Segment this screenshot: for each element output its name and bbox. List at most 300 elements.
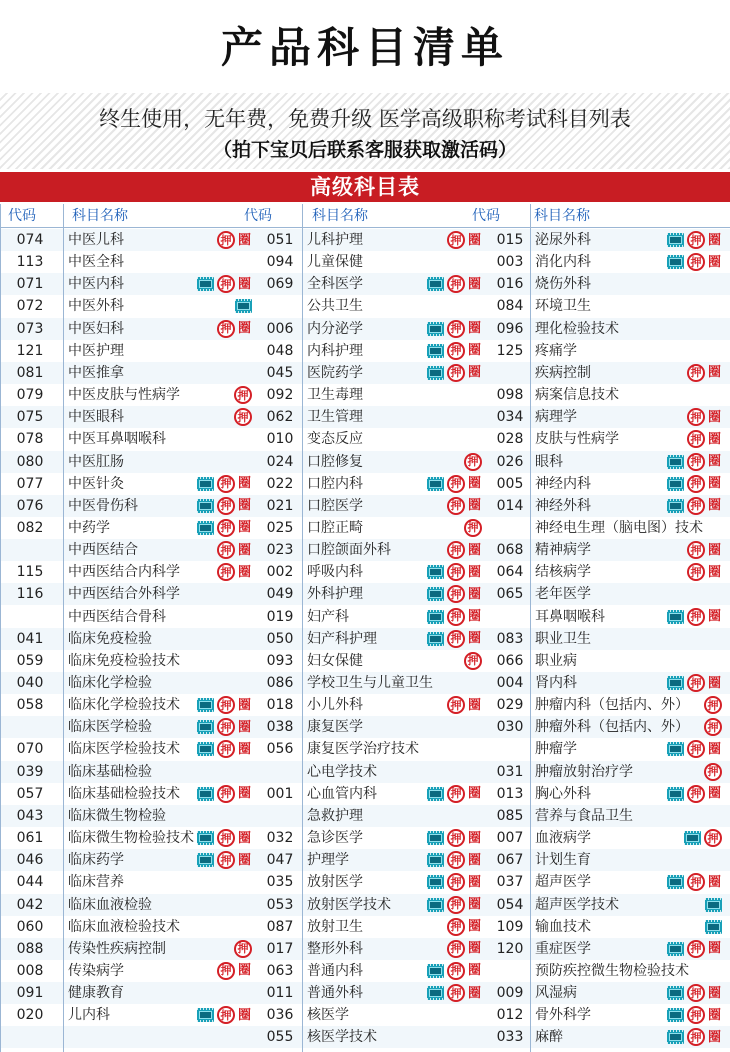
quan-mark-icon: 圈 <box>468 586 482 602</box>
ya-stamp-icon: 押 <box>217 320 235 338</box>
ya-stamp-icon: 押 <box>687 1006 705 1024</box>
subject-name: 普通内科 <box>307 962 363 979</box>
subject-name: 神经内科 <box>535 475 591 492</box>
subject-name: 整形外科 <box>307 940 363 957</box>
ya-stamp-icon: 押 <box>447 475 465 493</box>
subject-code: 046 <box>16 852 44 869</box>
table-banner: 高级科目表 <box>0 172 730 202</box>
subject-code: 084 <box>496 298 524 315</box>
subject-code: 066 <box>496 652 524 669</box>
subject-name: 健康教育 <box>68 985 124 1002</box>
video-course-icon <box>427 964 444 978</box>
subject-name: 骨外科学 <box>535 1007 591 1024</box>
subject-name: 风湿病 <box>535 985 577 1002</box>
subject-name: 神经外科 <box>535 497 591 514</box>
subject-name: 急救护理 <box>307 807 363 824</box>
ya-stamp-icon: 押 <box>447 608 465 626</box>
subject-name: 妇产科 <box>307 608 349 625</box>
video-course-icon <box>684 831 701 845</box>
subject-code: 037 <box>496 874 524 891</box>
feature-icons <box>427 871 481 893</box>
feature-icons <box>667 451 721 473</box>
feature-icons <box>234 406 252 428</box>
subject-name: 输血技术 <box>535 918 591 935</box>
ya-stamp-icon: 押 <box>704 718 722 736</box>
subject-name: 泌尿外科 <box>535 232 591 248</box>
subject-name: 中医针灸 <box>68 475 124 492</box>
video-course-icon <box>667 455 684 469</box>
video-course-icon <box>427 875 444 889</box>
subject-name: 内科护理 <box>307 342 363 359</box>
subject-name: 麻醉 <box>535 1029 563 1046</box>
subject-name: 临床微生物检验技术 <box>68 830 194 847</box>
subject-name: 中西医结合骨科 <box>68 608 166 625</box>
feature-icons <box>197 827 251 849</box>
feature-icons <box>234 384 252 406</box>
feature-icons <box>687 539 721 561</box>
ya-stamp-icon: 押 <box>217 519 235 537</box>
video-course-icon <box>667 233 684 247</box>
feature-icons <box>667 938 721 960</box>
video-course-icon <box>667 742 684 756</box>
subject-code: 065 <box>496 586 524 603</box>
feature-icons <box>705 916 722 938</box>
subject-name: 精神病学 <box>535 542 591 559</box>
subject-code: 035 <box>266 874 294 891</box>
subject-code: 121 <box>16 342 44 359</box>
subject-code: 008 <box>16 962 44 979</box>
video-course-icon <box>427 587 444 601</box>
feature-icons <box>447 694 481 716</box>
subject-code: 012 <box>496 1007 524 1024</box>
subject-name: 口腔修复 <box>307 453 363 470</box>
quan-mark-icon: 圈 <box>238 963 252 979</box>
ya-stamp-icon: 押 <box>447 585 465 603</box>
subject-name: 中西医结合内科学 <box>68 564 180 581</box>
ya-stamp-icon: 押 <box>217 740 235 758</box>
subject-name: 血液病学 <box>535 830 591 847</box>
column-divider <box>63 204 64 1052</box>
subject-code: 041 <box>16 630 44 647</box>
quan-mark-icon: 圈 <box>708 431 722 447</box>
quan-mark-icon: 圈 <box>468 697 482 713</box>
feature-icons <box>687 362 721 384</box>
quan-mark-icon: 圈 <box>468 276 482 292</box>
subject-code: 064 <box>496 564 524 581</box>
ya-stamp-icon: 押 <box>217 718 235 736</box>
quan-mark-icon: 圈 <box>708 409 722 425</box>
subject-code: 049 <box>266 586 294 603</box>
ya-stamp-icon: 押 <box>217 231 235 249</box>
subject-name: 放射卫生 <box>307 918 363 935</box>
subject-code: 042 <box>16 896 44 913</box>
feature-icons <box>667 473 721 495</box>
feature-icons <box>427 362 481 384</box>
subject-name: 临床免疫检验 <box>68 630 152 647</box>
column-header-code: 代码 <box>472 208 500 224</box>
ya-stamp-icon: 押 <box>217 475 235 493</box>
ya-stamp-icon: 押 <box>704 696 722 714</box>
quan-mark-icon: 圈 <box>468 963 482 979</box>
feature-icons <box>217 318 251 340</box>
feature-icons <box>427 273 481 295</box>
subject-code: 023 <box>266 542 294 559</box>
subject-code: 026 <box>496 453 524 470</box>
subject-code: 079 <box>16 387 44 404</box>
subject-name: 临床药学 <box>68 852 124 869</box>
quan-mark-icon: 圈 <box>468 852 482 868</box>
feature-icons <box>217 229 251 251</box>
ya-stamp-icon: 押 <box>687 231 705 249</box>
ya-stamp-icon: 押 <box>687 453 705 471</box>
subject-name: 预防疾控微生物检验技术 <box>535 962 689 979</box>
subject-code: 083 <box>496 630 524 647</box>
quan-mark-icon: 圈 <box>238 476 252 492</box>
feature-icons <box>687 428 721 450</box>
subject-name: 消化内科 <box>535 254 591 271</box>
quan-mark-icon: 圈 <box>238 852 252 868</box>
subject-code: 036 <box>266 1007 294 1024</box>
subject-code: 067 <box>496 852 524 869</box>
video-course-icon <box>427 322 444 336</box>
subject-name: 职业卫生 <box>535 630 591 647</box>
video-course-icon <box>427 366 444 380</box>
feature-icons <box>427 340 481 362</box>
video-course-icon <box>235 299 252 313</box>
feature-icons <box>704 761 722 783</box>
quan-mark-icon: 圈 <box>238 321 252 337</box>
quan-mark-icon: 圈 <box>468 985 482 1001</box>
quan-mark-icon: 圈 <box>468 498 482 514</box>
quan-mark-icon: 圈 <box>468 564 482 580</box>
subject-code: 055 <box>266 1029 294 1046</box>
subject-name: 康复医学治疗技术 <box>307 741 419 758</box>
quan-mark-icon: 圈 <box>468 631 482 647</box>
video-course-icon <box>427 610 444 624</box>
quan-mark-icon: 圈 <box>708 1029 722 1045</box>
ya-stamp-icon: 押 <box>687 364 705 382</box>
ya-stamp-icon: 押 <box>687 430 705 448</box>
ya-stamp-icon: 押 <box>687 1028 705 1046</box>
subject-code: 032 <box>266 830 294 847</box>
video-course-icon <box>197 853 214 867</box>
feature-icons <box>447 229 481 251</box>
ya-stamp-icon: 押 <box>687 785 705 803</box>
subject-code: 010 <box>266 431 294 448</box>
subject-name: 变态反应 <box>307 431 363 448</box>
subject-name: 临床化学检验 <box>68 675 152 691</box>
subject-code: 025 <box>266 519 294 536</box>
subject-name: 中医推拿 <box>68 364 124 381</box>
subject-name: 急诊医学 <box>307 830 363 847</box>
video-course-icon <box>197 742 214 756</box>
feature-icons <box>687 561 721 583</box>
subject-name: 心血管内科 <box>307 785 377 802</box>
subject-name: 儿童保健 <box>307 254 363 271</box>
column-header-name: 科目名称 <box>534 208 590 224</box>
subject-name: 公共卫生 <box>307 298 363 315</box>
subject-code: 060 <box>16 918 44 935</box>
ya-stamp-icon: 押 <box>704 829 722 847</box>
subject-code: 050 <box>266 630 294 647</box>
ya-stamp-icon: 押 <box>447 320 465 338</box>
subject-code: 044 <box>16 874 44 891</box>
ya-stamp-icon: 押 <box>447 962 465 980</box>
subject-code: 063 <box>266 962 294 979</box>
video-course-icon <box>667 1008 684 1022</box>
subject-code: 073 <box>16 320 44 337</box>
video-course-icon <box>427 344 444 358</box>
subject-name: 中医耳鼻咽喉科 <box>68 431 166 448</box>
subject-name: 中医外科 <box>68 298 124 315</box>
subject-code: 058 <box>16 697 44 714</box>
subject-name: 医院药学 <box>307 364 363 381</box>
feature-icons <box>427 628 481 650</box>
ya-stamp-icon: 押 <box>687 940 705 958</box>
subject-code: 015 <box>496 232 524 248</box>
subject-name: 肿瘤内科（包括内、外） <box>535 697 689 714</box>
subject-code: 030 <box>496 719 524 736</box>
subject-code: 006 <box>266 320 294 337</box>
video-course-icon <box>197 477 214 491</box>
quan-mark-icon: 圈 <box>238 276 252 292</box>
subject-code: 040 <box>16 675 44 691</box>
subject-name: 肿瘤学 <box>535 741 577 758</box>
quan-mark-icon: 圈 <box>468 874 482 890</box>
subject-code: 039 <box>16 763 44 780</box>
video-course-icon <box>427 898 444 912</box>
subject-name: 中医眼科 <box>68 409 124 426</box>
ya-stamp-icon: 押 <box>217 851 235 869</box>
feature-icons <box>217 539 251 561</box>
subject-code: 085 <box>496 807 524 824</box>
ya-stamp-icon: 押 <box>217 696 235 714</box>
feature-icons <box>667 982 721 1004</box>
subject-code: 075 <box>16 409 44 426</box>
subject-name: 神经电生理（脑电图）技术 <box>535 519 703 536</box>
quan-mark-icon: 圈 <box>708 1007 722 1023</box>
subject-code: 045 <box>266 364 294 381</box>
feature-icons <box>427 318 481 340</box>
ya-stamp-icon: 押 <box>464 519 482 537</box>
subject-name: 疼痛学 <box>535 342 577 359</box>
quan-mark-icon: 圈 <box>708 786 722 802</box>
quan-mark-icon: 圈 <box>468 609 482 625</box>
column-header-code: 代码 <box>8 208 36 224</box>
video-course-icon <box>197 277 214 291</box>
quan-mark-icon: 圈 <box>708 365 722 381</box>
subject-code: 001 <box>266 785 294 802</box>
feature-icons <box>667 606 721 628</box>
video-course-icon <box>197 499 214 513</box>
subject-code: 004 <box>496 675 524 691</box>
quan-mark-icon: 圈 <box>708 454 722 469</box>
subject-code: 116 <box>16 586 44 603</box>
subject-code: 043 <box>16 807 44 824</box>
subtitle-line-1: 终生使用，无年费，免费升级 医学高级职称考试科目列表 <box>99 107 631 131</box>
ya-stamp-icon: 押 <box>217 563 235 581</box>
video-course-icon <box>667 676 684 690</box>
subject-code: 088 <box>16 940 44 957</box>
ya-stamp-icon: 押 <box>447 231 465 249</box>
subject-name: 传染性疾病控制 <box>68 940 166 957</box>
ya-stamp-icon: 押 <box>687 408 705 426</box>
subject-code: 080 <box>16 453 44 470</box>
subject-name: 临床微生物检验 <box>68 807 166 824</box>
quan-mark-icon: 圈 <box>468 542 482 558</box>
quan-mark-icon: 圈 <box>708 254 722 270</box>
ya-stamp-icon: 押 <box>447 896 465 914</box>
subject-code: 053 <box>266 896 294 913</box>
feature-icons <box>447 916 481 938</box>
subject-name: 临床营养 <box>68 874 124 891</box>
subject-code: 071 <box>16 276 44 293</box>
ya-stamp-icon: 押 <box>234 386 252 404</box>
ya-stamp-icon: 押 <box>687 984 705 1002</box>
subject-name: 中西医结合 <box>68 542 138 559</box>
subject-code: 029 <box>496 697 524 714</box>
ya-stamp-icon: 押 <box>217 962 235 980</box>
quan-mark-icon: 圈 <box>708 232 722 248</box>
feature-icons <box>464 451 482 473</box>
subject-name: 临床医学检验 <box>68 719 152 736</box>
feature-icons <box>234 938 252 960</box>
subject-code: 031 <box>496 763 524 780</box>
quan-mark-icon: 圈 <box>468 786 482 802</box>
feature-icons <box>427 849 481 871</box>
ya-stamp-icon: 押 <box>447 630 465 648</box>
subject-name: 护理学 <box>307 852 349 869</box>
video-course-icon <box>197 787 214 801</box>
subject-code: 005 <box>496 475 524 492</box>
subject-name: 中药学 <box>68 519 110 536</box>
subject-name: 口腔医学 <box>307 497 363 514</box>
video-course-icon <box>197 521 214 535</box>
subject-name: 营养与食品卫生 <box>535 807 633 824</box>
subject-name: 肾内科 <box>535 675 577 691</box>
ya-stamp-icon: 押 <box>687 608 705 626</box>
subject-code: 069 <box>266 276 294 293</box>
video-course-icon <box>667 986 684 1000</box>
subject-code: 017 <box>266 940 294 957</box>
quan-mark-icon: 圈 <box>238 498 252 514</box>
subject-code: 024 <box>266 453 294 470</box>
feature-icons <box>667 251 721 273</box>
ya-stamp-icon: 押 <box>217 1006 235 1024</box>
feature-icons <box>447 539 481 561</box>
ya-stamp-icon: 押 <box>447 940 465 958</box>
subject-name: 中医全科 <box>68 254 124 271</box>
subject-name: 临床化学检验技术 <box>68 697 180 714</box>
ya-stamp-icon: 押 <box>704 763 722 781</box>
subject-name: 呼吸内科 <box>307 564 363 581</box>
subject-code: 072 <box>16 298 44 315</box>
subject-name: 核医学 <box>307 1007 349 1024</box>
quan-mark-icon: 圈 <box>708 564 722 580</box>
quan-mark-icon: 圈 <box>468 365 482 381</box>
ya-stamp-icon: 押 <box>687 497 705 515</box>
feature-icons <box>667 783 721 805</box>
quan-mark-icon: 圈 <box>468 476 482 492</box>
feature-icons <box>197 716 251 738</box>
ya-stamp-icon: 押 <box>464 652 482 670</box>
ya-stamp-icon: 押 <box>447 342 465 360</box>
subject-code: 070 <box>16 741 44 758</box>
video-course-icon <box>197 698 214 712</box>
subject-name: 耳鼻咽喉科 <box>535 608 605 625</box>
subject-name: 临床血液检验技术 <box>68 918 180 935</box>
column-divider <box>302 204 303 1052</box>
subject-name: 中医儿科 <box>68 232 124 248</box>
subject-name: 病案信息技术 <box>535 387 619 404</box>
subject-name: 心电学技术 <box>307 763 377 780</box>
subject-code: 047 <box>266 852 294 869</box>
subject-code: 011 <box>266 985 294 1002</box>
subject-code: 061 <box>16 830 44 847</box>
subject-name: 疾病控制 <box>535 364 591 381</box>
subject-name: 临床免疫检验技术 <box>68 652 180 669</box>
subject-code: 062 <box>266 409 294 426</box>
video-course-icon <box>667 477 684 491</box>
subject-name: 卫生管理 <box>307 409 363 426</box>
video-course-icon <box>667 610 684 624</box>
video-course-icon <box>667 499 684 513</box>
video-course-icon <box>427 477 444 491</box>
subject-code: 096 <box>496 320 524 337</box>
video-course-icon <box>667 255 684 269</box>
subject-name: 中医内科 <box>68 276 124 293</box>
subject-name: 中医皮肤与性病学 <box>68 387 180 404</box>
subject-name: 重症医学 <box>535 940 591 957</box>
quan-mark-icon: 圈 <box>708 476 722 492</box>
video-course-icon <box>427 277 444 291</box>
feature-icons <box>687 406 721 428</box>
subject-name: 普通外科 <box>307 985 363 1002</box>
subject-code: 086 <box>266 675 294 691</box>
subject-name: 临床基础检验技术 <box>68 785 180 802</box>
ya-stamp-icon: 押 <box>687 475 705 493</box>
subject-code: 074 <box>16 232 44 248</box>
subject-code: 092 <box>266 387 294 404</box>
subject-code: 077 <box>16 475 44 492</box>
feature-icons <box>704 716 722 738</box>
subject-name: 康复医学 <box>307 719 363 736</box>
ya-stamp-icon: 押 <box>217 829 235 847</box>
subject-name: 中医肛肠 <box>68 453 124 470</box>
subject-code: 125 <box>496 342 524 359</box>
feature-icons <box>197 738 251 760</box>
subject-code: 078 <box>16 431 44 448</box>
feature-icons <box>197 783 251 805</box>
subject-name: 口腔正畸 <box>307 519 363 536</box>
feature-icons <box>197 473 251 495</box>
subject-name: 眼科 <box>535 453 563 470</box>
subject-code: 098 <box>496 387 524 404</box>
subject-code: 019 <box>266 608 294 625</box>
subject-code: 093 <box>266 652 294 669</box>
quan-mark-icon: 圈 <box>468 919 482 935</box>
subject-name: 理化检验技术 <box>535 320 619 337</box>
quan-mark-icon: 圈 <box>238 786 252 802</box>
quan-mark-icon: 圈 <box>468 232 482 248</box>
quan-mark-icon: 圈 <box>708 498 722 514</box>
quan-mark-icon: 圈 <box>468 897 482 912</box>
subject-code: 007 <box>496 830 524 847</box>
feature-icons <box>705 894 722 916</box>
subject-name: 临床基础检验 <box>68 763 152 780</box>
ya-stamp-icon: 押 <box>234 408 252 426</box>
subject-code: 059 <box>16 652 44 669</box>
